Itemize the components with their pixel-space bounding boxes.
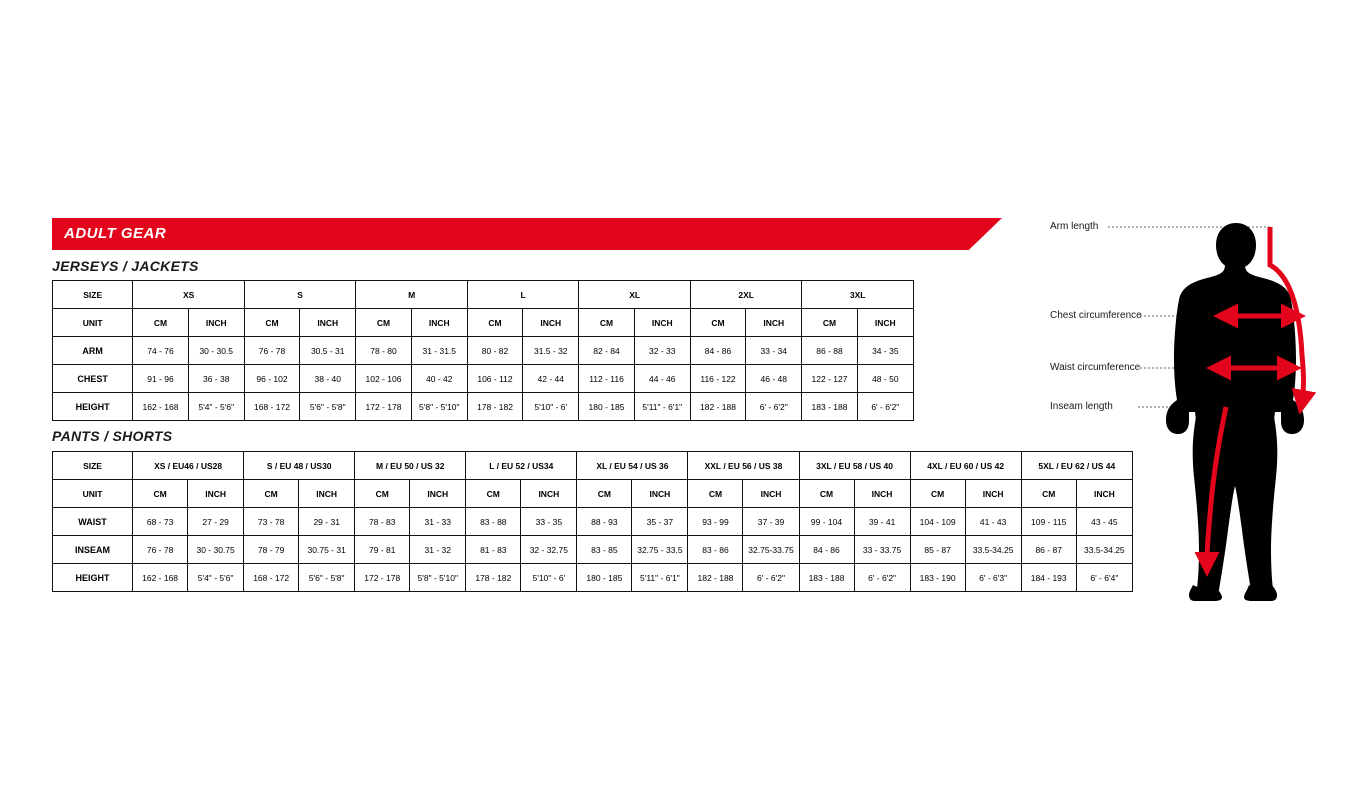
data-cell-pants-2-5: 5'8" - 5'10" <box>410 564 466 592</box>
unit-cell-5-1: INCH <box>743 480 799 508</box>
size-cell-0: XS / EU46 / US28 <box>133 452 244 480</box>
size-cell-5: 2XL <box>690 281 802 309</box>
data-cell-pants-0-14: 104 - 109 <box>910 508 965 536</box>
unit-cell-4-1: INCH <box>634 309 690 337</box>
data-cell-jerseys-0-1: 30 - 30.5 <box>188 337 244 365</box>
unit-cell-7-1: INCH <box>965 480 1021 508</box>
data-cell-pants-2-0: 162 - 168 <box>133 564 188 592</box>
data-cell-jerseys-2-13: 6' - 6'2" <box>857 393 913 421</box>
data-cell-jerseys-2-4: 172 - 178 <box>356 393 411 421</box>
row-label-jerseys-2: HEIGHT <box>53 393 133 421</box>
data-cell-jerseys-2-1: 5'4" - 5'6" <box>188 393 244 421</box>
table-row <box>53 337 914 365</box>
data-cell-jerseys-2-8: 180 - 185 <box>579 393 634 421</box>
data-cell-pants-1-2: 78 - 79 <box>244 536 299 564</box>
body-measurement-diagram <box>1030 205 1340 605</box>
unit-cell-1-1: INCH <box>299 480 355 508</box>
data-cell-pants-0-1: 27 - 29 <box>188 508 244 536</box>
data-cell-pants-1-8: 83 - 85 <box>577 536 632 564</box>
unit-cell-1-0: CM <box>244 309 299 337</box>
data-cell-pants-1-1: 30 - 30.75 <box>188 536 244 564</box>
data-cell-jerseys-1-3: 38 - 40 <box>300 365 356 393</box>
data-cell-pants-0-4: 78 - 83 <box>355 508 410 536</box>
unit-cell-2-0: CM <box>355 480 410 508</box>
size-cell-2: M <box>356 281 468 309</box>
size-cell-8: 5XL / EU 62 / US 44 <box>1021 452 1132 480</box>
data-cell-jerseys-2-6: 178 - 182 <box>467 393 522 421</box>
data-cell-jerseys-1-11: 46 - 48 <box>746 365 802 393</box>
banner-title: ADULT GEAR <box>64 225 167 242</box>
data-cell-jerseys-2-7: 5'10" - 6' <box>523 393 579 421</box>
unit-cell-6-0: CM <box>799 480 854 508</box>
data-cell-pants-2-15: 6' - 6'3" <box>965 564 1021 592</box>
unit-cell-5-0: CM <box>688 480 743 508</box>
unit-cell-3-0: CM <box>467 309 522 337</box>
unit-cell-0-0: CM <box>133 309 188 337</box>
table-row-size <box>53 281 914 309</box>
data-cell-pants-2-16: 184 - 193 <box>1021 564 1076 592</box>
data-cell-pants-2-6: 178 - 182 <box>466 564 521 592</box>
data-cell-pants-0-7: 33 - 35 <box>521 508 577 536</box>
unit-cell-1-1: INCH <box>300 309 356 337</box>
data-cell-jerseys-0-9: 32 - 33 <box>634 337 690 365</box>
data-cell-pants-2-7: 5'10" - 6' <box>521 564 577 592</box>
data-cell-pants-1-14: 85 - 87 <box>910 536 965 564</box>
data-cell-jerseys-1-2: 96 - 102 <box>244 365 299 393</box>
row-label-jerseys-0: ARM <box>53 337 133 365</box>
unit-cell-2-0: CM <box>356 309 411 337</box>
unit-cell-3-1: INCH <box>523 309 579 337</box>
data-cell-jerseys-0-6: 80 - 82 <box>467 337 522 365</box>
data-cell-pants-2-10: 182 - 188 <box>688 564 743 592</box>
data-cell-jerseys-2-9: 5'11" - 6'1" <box>634 393 690 421</box>
data-cell-jerseys-0-8: 82 - 84 <box>579 337 634 365</box>
data-cell-jerseys-2-10: 182 - 188 <box>690 393 745 421</box>
data-cell-jerseys-1-6: 106 - 112 <box>467 365 522 393</box>
unit-cell-5-0: CM <box>690 309 745 337</box>
data-cell-jerseys-1-0: 91 - 96 <box>133 365 188 393</box>
table-row-size <box>53 452 1133 480</box>
unit-cell-3-0: CM <box>466 480 521 508</box>
data-cell-jerseys-0-0: 74 - 76 <box>133 337 188 365</box>
data-cell-pants-2-3: 5'6" - 5'8" <box>299 564 355 592</box>
data-cell-pants-0-13: 39 - 41 <box>854 508 910 536</box>
data-cell-jerseys-2-2: 168 - 172 <box>244 393 299 421</box>
data-cell-jerseys-0-2: 76 - 78 <box>244 337 299 365</box>
unit-cell-6-0: CM <box>802 309 857 337</box>
callout-label-arm-length: Arm length <box>1050 221 1099 232</box>
size-cell-2: M / EU 50 / US 32 <box>355 452 466 480</box>
data-cell-jerseys-1-12: 122 - 127 <box>802 365 857 393</box>
data-cell-pants-1-17: 33.5-34.25 <box>1076 536 1132 564</box>
table-row <box>53 365 914 393</box>
adult-gear-banner <box>52 218 1002 250</box>
unit-header-cell: UNIT <box>53 480 133 508</box>
unit-cell-0-1: INCH <box>188 309 244 337</box>
unit-cell-5-1: INCH <box>746 309 802 337</box>
data-cell-pants-1-6: 81 - 83 <box>466 536 521 564</box>
data-cell-pants-2-13: 6' - 6'2" <box>854 564 910 592</box>
table-row <box>53 393 914 421</box>
unit-cell-6-1: INCH <box>857 309 913 337</box>
data-cell-pants-2-9: 5'11" - 6'1" <box>632 564 688 592</box>
data-cell-jerseys-0-13: 34 - 35 <box>857 337 913 365</box>
data-cell-pants-0-16: 109 - 115 <box>1021 508 1076 536</box>
table-row-unit <box>53 480 1133 508</box>
banner-background <box>52 218 1002 250</box>
unit-cell-4-0: CM <box>577 480 632 508</box>
pants-size-table <box>52 451 1133 592</box>
data-cell-pants-2-11: 6' - 6'2" <box>743 564 799 592</box>
size-cell-1: S / EU 48 / US30 <box>244 452 355 480</box>
unit-header-cell: UNIT <box>53 309 133 337</box>
data-cell-jerseys-1-9: 44 - 46 <box>634 365 690 393</box>
unit-cell-2-1: INCH <box>411 309 467 337</box>
data-cell-pants-2-2: 168 - 172 <box>244 564 299 592</box>
data-cell-pants-0-17: 43 - 45 <box>1076 508 1132 536</box>
data-cell-jerseys-0-4: 78 - 80 <box>356 337 411 365</box>
size-header-cell: SIZE <box>53 281 133 309</box>
size-cell-7: 4XL / EU 60 / US 42 <box>910 452 1021 480</box>
data-cell-pants-0-5: 31 - 33 <box>410 508 466 536</box>
data-cell-pants-2-14: 183 - 190 <box>910 564 965 592</box>
data-cell-pants-1-5: 31 - 32 <box>410 536 466 564</box>
data-cell-jerseys-0-11: 33 - 34 <box>746 337 802 365</box>
table-row-unit <box>53 309 914 337</box>
table-row <box>53 508 1133 536</box>
unit-cell-7-0: CM <box>910 480 965 508</box>
size-cell-0: XS <box>133 281 245 309</box>
data-cell-pants-0-15: 41 - 43 <box>965 508 1021 536</box>
callout-label-inseam-length: Inseam length <box>1050 401 1113 412</box>
data-cell-jerseys-1-1: 36 - 38 <box>188 365 244 393</box>
data-cell-pants-1-10: 83 - 86 <box>688 536 743 564</box>
data-cell-pants-1-11: 32.75-33.75 <box>743 536 799 564</box>
size-cell-6: 3XL <box>802 281 914 309</box>
data-cell-jerseys-2-3: 5'6" - 5'8" <box>300 393 356 421</box>
callout-label-waist-circumference: Waist circumference <box>1050 362 1141 373</box>
data-cell-pants-2-4: 172 - 178 <box>355 564 410 592</box>
data-cell-pants-1-0: 76 - 78 <box>133 536 188 564</box>
size-cell-3: L / EU 52 / US34 <box>466 452 577 480</box>
size-cell-3: L <box>467 281 579 309</box>
row-label-jerseys-1: CHEST <box>53 365 133 393</box>
data-cell-pants-1-9: 32.75 - 33.5 <box>632 536 688 564</box>
data-cell-pants-1-3: 30.75 - 31 <box>299 536 355 564</box>
data-cell-pants-1-13: 33 - 33.75 <box>854 536 910 564</box>
data-cell-jerseys-2-12: 183 - 188 <box>802 393 857 421</box>
size-cell-5: XXL / EU 56 / US 38 <box>688 452 799 480</box>
data-cell-jerseys-1-10: 116 - 122 <box>690 365 745 393</box>
unit-cell-8-1: INCH <box>1076 480 1132 508</box>
size-cell-6: 3XL / EU 58 / US 40 <box>799 452 910 480</box>
table-row <box>53 564 1133 592</box>
unit-cell-8-0: CM <box>1021 480 1076 508</box>
unit-cell-4-0: CM <box>579 309 634 337</box>
size-cell-1: S <box>244 281 356 309</box>
unit-cell-1-0: CM <box>244 480 299 508</box>
data-cell-pants-1-12: 84 - 86 <box>799 536 854 564</box>
size-cell-4: XL / EU 54 / US 36 <box>577 452 688 480</box>
data-cell-jerseys-2-5: 5'8" - 5'10" <box>411 393 467 421</box>
data-cell-jerseys-1-8: 112 - 116 <box>579 365 634 393</box>
unit-cell-2-1: INCH <box>410 480 466 508</box>
data-cell-jerseys-0-12: 86 - 88 <box>802 337 857 365</box>
unit-cell-3-1: INCH <box>521 480 577 508</box>
row-label-pants-1: INSEAM <box>53 536 133 564</box>
data-cell-pants-0-8: 88 - 93 <box>577 508 632 536</box>
jerseys-size-table <box>52 280 914 421</box>
data-cell-jerseys-0-5: 31 - 31.5 <box>411 337 467 365</box>
data-cell-pants-0-0: 68 - 73 <box>133 508 188 536</box>
row-label-pants-2: HEIGHT <box>53 564 133 592</box>
data-cell-pants-0-12: 99 - 104 <box>799 508 854 536</box>
data-cell-jerseys-0-7: 31.5 - 32 <box>523 337 579 365</box>
data-cell-pants-0-10: 93 - 99 <box>688 508 743 536</box>
section-title-jerseys: JERSEYS / JACKETS <box>52 258 199 274</box>
data-cell-jerseys-1-5: 40 - 42 <box>411 365 467 393</box>
data-cell-pants-0-9: 35 - 37 <box>632 508 688 536</box>
data-cell-pants-1-16: 86 - 87 <box>1021 536 1076 564</box>
data-cell-jerseys-1-13: 48 - 50 <box>857 365 913 393</box>
data-cell-jerseys-1-7: 42 - 44 <box>523 365 579 393</box>
table-row <box>53 536 1133 564</box>
data-cell-pants-0-6: 83 - 88 <box>466 508 521 536</box>
size-header-cell: SIZE <box>53 452 133 480</box>
data-cell-pants-1-15: 33.5-34.25 <box>965 536 1021 564</box>
section-title-pants: PANTS / SHORTS <box>52 428 173 444</box>
data-cell-jerseys-0-10: 84 - 86 <box>690 337 745 365</box>
callout-label-chest-circumference: Chest circumference <box>1050 310 1142 321</box>
data-cell-pants-1-7: 32 - 32.75 <box>521 536 577 564</box>
data-cell-jerseys-1-4: 102 - 106 <box>356 365 411 393</box>
data-cell-jerseys-2-0: 162 - 168 <box>133 393 188 421</box>
unit-cell-4-1: INCH <box>632 480 688 508</box>
data-cell-jerseys-0-3: 30.5 - 31 <box>300 337 356 365</box>
size-cell-4: XL <box>579 281 691 309</box>
data-cell-pants-2-17: 6' - 6'4" <box>1076 564 1132 592</box>
row-label-pants-0: WAIST <box>53 508 133 536</box>
data-cell-jerseys-2-11: 6' - 6'2" <box>746 393 802 421</box>
data-cell-pants-0-3: 29 - 31 <box>299 508 355 536</box>
data-cell-pants-1-4: 79 - 81 <box>355 536 410 564</box>
unit-cell-0-0: CM <box>133 480 188 508</box>
unit-cell-6-1: INCH <box>854 480 910 508</box>
data-cell-pants-0-11: 37 - 39 <box>743 508 799 536</box>
data-cell-pants-2-1: 5'4" - 5'6" <box>188 564 244 592</box>
unit-cell-0-1: INCH <box>188 480 244 508</box>
data-cell-pants-0-2: 73 - 78 <box>244 508 299 536</box>
data-cell-pants-2-8: 180 - 185 <box>577 564 632 592</box>
data-cell-pants-2-12: 183 - 188 <box>799 564 854 592</box>
